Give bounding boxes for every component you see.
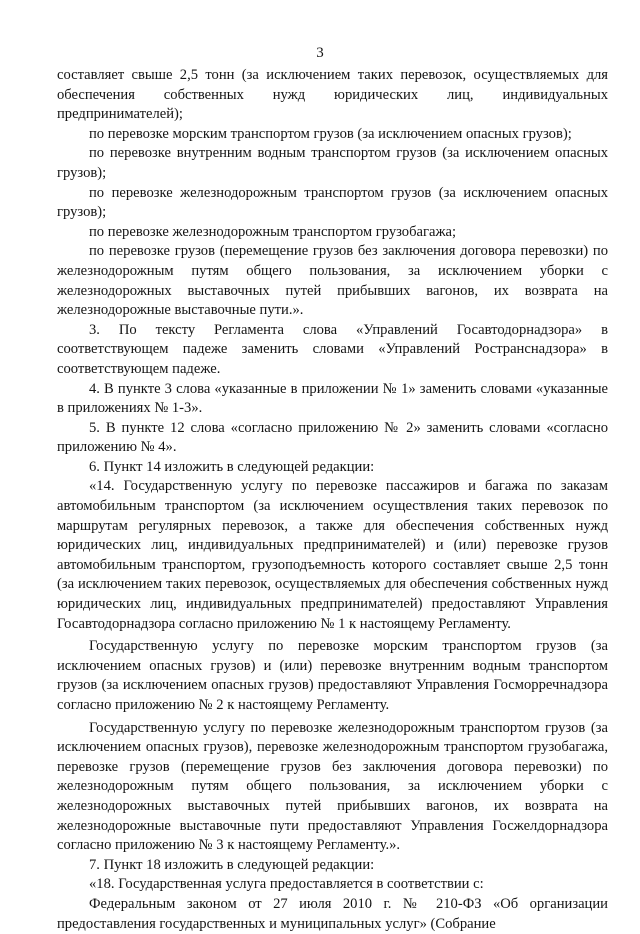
paragraph-item-5: 5. В пункте 12 слова «согласно приложению № 2» заменить словами «согласно приложению № 4».	[57, 419, 608, 456]
paragraph-gosmorrechnadzor: Государственную услугу по перевозке морским транспортом грузов (за исключением опасных грузов) и (или) перевозке внутренним водным транспортом грузов (за исключением опасных грузов) предоставляют Управления Госморречнадзора согласно приложению № 2 к настоящему Регламенту.	[57, 638, 608, 713]
paragraph-federal-law: Федеральным законом от 27 июля 2010 г. № 210-ФЗ «Об организации предоставления государственных и муниципальных услуг» (Собрание	[57, 895, 608, 932]
paragraph-continuation: составляет свыше 2,5 тонн (за исключением таких перевозок, осуществляемых для обеспечения собственных нужд юридических лиц, индивидуальных предпринимателей);	[57, 67, 608, 123]
document-body	[57, 66, 608, 934]
paragraph-rail-cargo: по перевозке железнодорожным транспортом грузов (за исключением опасных грузов);	[57, 184, 608, 221]
paragraph-item-7: 7. Пункт 18 изложить в следующей редакции:	[89, 856, 375, 873]
paragraph-clause-14: «14. Государственную услугу по перевозке пассажиров и багажа по заказам автомобильным транспортом (за исключением осуществления таких перевозок по маршрутам регулярных перевозок, а также для обеспечения собственных нужд юридических лиц, индивидуальных предпринимателей) и (или) перевозке грузов автомобильным транспортом, грузоподъемность которого составляет свыше 2,5 тонн (за исключением таких перевозок, осуществляемых для обеспечения собственных нужд юридических лиц, индивидуальных предпринимателей) предоставляют Управления Госавтодорнадзора согласно приложению № 1 к настоящему Регламенту.	[57, 478, 608, 632]
paragraph-item-4: 4. В пункте 3 слова «указанные в приложении № 1» заменить словами «указанные в приложениях № 1-3».	[57, 380, 608, 417]
paragraph-rail-luggage: по перевозке железнодорожным транспортом грузобагажа;	[89, 223, 457, 240]
paragraph-item-3: 3. По тексту Регламента слова «Управлений Госавтодорнадзора» в соответствующем падеже заменить словами «Управлений Ространснадзора» в соответствующем падеже.	[57, 321, 608, 377]
paragraph-goszheldornadzor: Государственную услугу по перевозке железнодорожным транспортом грузов (за исключением опасных грузов), перевозке железнодорожным транспортом грузобагажа, перевозке грузов (перемещение грузов без заключения договора перевозки) по железнодорожным путям общего пользования, за исключением уборки с железнодорожных выставочных путей прибывших вагонов, их возврата на железнодорожные выставочные пути предоставляют Управления Госжелдорнадзора согласно приложению № 3 к настоящему Регламенту.».	[57, 719, 608, 854]
paragraph-clause-18: «18. Государственная услуга предоставляется в соответствии с:	[89, 876, 484, 893]
paragraph-item-6: 6. Пункт 14 изложить в следующей редакции:	[89, 458, 375, 475]
paragraph-rail-tracks: по перевозке грузов (перемещение грузов без заключения договора перевозки) по железнодорожным путям общего пользования, за исключением уборки с железнодорожных выставочных путей прибывших вагонов, их возврата на железнодорожные выставочные пути.».	[57, 243, 608, 319]
page-number: 3	[316, 45, 324, 61]
paragraph-sea-transport: по перевозке морским транспортом грузов (за исключением опасных грузов);	[89, 125, 572, 142]
paragraph-inland-water-transport: по перевозке внутренним водным транспортом грузов (за исключением опасных грузов);	[57, 145, 608, 181]
